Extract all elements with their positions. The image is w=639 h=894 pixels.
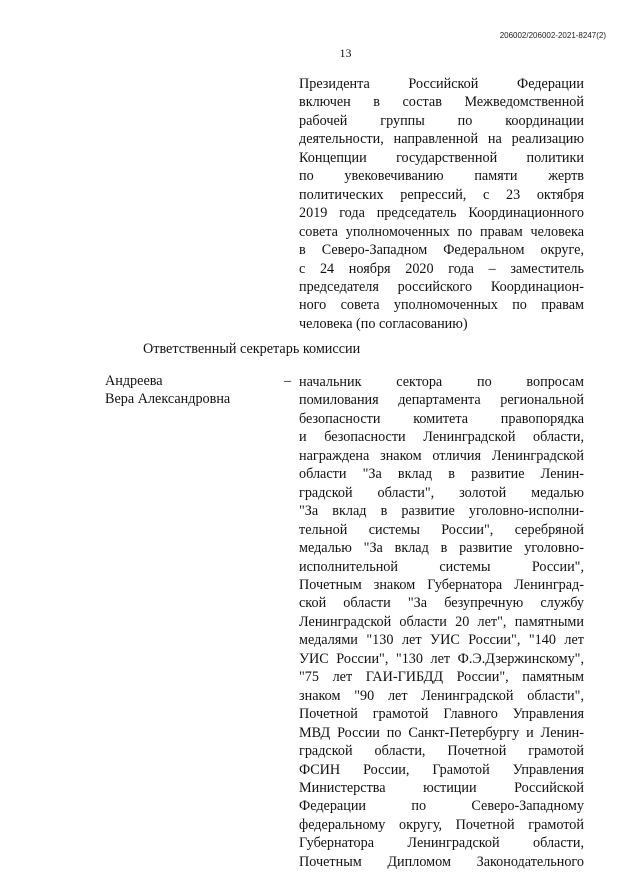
text-line: ской области "За безупречную службу xyxy=(299,595,584,612)
continuation-text xyxy=(299,75,584,333)
text-line: рабочей группы по координации xyxy=(299,112,584,129)
text-line: градской области, Почетной грамотой xyxy=(299,743,584,760)
member-dash: – xyxy=(284,373,292,389)
text-line: Почетным знаком Губернатора Ленинград- xyxy=(299,576,584,593)
text-line: безопасности комитета правопорядка xyxy=(299,410,584,427)
member-description xyxy=(299,373,584,871)
text-line: совета уполномоченных по правам человека xyxy=(299,223,584,240)
text-line: исполнительной системы России", xyxy=(299,558,584,575)
text-line: деятельности, направленной на реализацию xyxy=(299,131,584,148)
text-line: помилования департамента региональной xyxy=(299,392,584,409)
text-line: Губернатора Ленинградской области, xyxy=(299,835,584,852)
text-line: человека (по согласованию) xyxy=(299,315,468,332)
text-line: политических репрессий, с 23 октября xyxy=(299,186,584,203)
text-line: УИС России", "130 лет Ф.Э.Дзержинскому", xyxy=(299,650,584,667)
text-line: с 24 ноября 2020 года – заместитель xyxy=(299,260,584,277)
member-given-names: Вера Александровна xyxy=(105,391,231,407)
text-line: 2019 года председатель Координационного xyxy=(299,205,584,222)
text-line: медалями "130 лет УИС России", "140 лет xyxy=(299,632,584,649)
text-line: Ленинградской области 20 лет", памятными xyxy=(299,613,584,630)
text-line: награждена знаком отличия Ленинградской xyxy=(299,447,584,464)
text-line: медалью "За вклад в развитие уголовно- xyxy=(299,540,584,557)
text-line: Президента Российской Федерации xyxy=(299,76,584,92)
text-line: "75 лет ГАИ-ГИБДД России", памятным xyxy=(299,669,584,686)
text-line: области "За вклад в развитие Ленин- xyxy=(299,466,584,483)
text-line: градской области", золотой медалью xyxy=(299,484,584,501)
text-line: знаком "90 лет Ленинградской области", xyxy=(299,687,584,704)
text-line: Почетной грамотой Главного Управления xyxy=(299,706,584,723)
text-line: ФСИН России, Грамотой Управления xyxy=(299,761,584,778)
text-line: в Северо-Западном Федеральном округе, xyxy=(299,242,584,259)
text-line: начальник сектора по вопросам xyxy=(299,374,584,390)
text-line: Концепции государственной политики xyxy=(299,149,584,166)
text-line: тельной системы России", серебряной xyxy=(299,521,584,538)
text-line: ного совета уполномоченных по правам xyxy=(299,297,584,314)
text-line: Министерства юстиции Российской xyxy=(299,779,584,796)
page-number: 13 xyxy=(339,46,352,60)
text-line: по увековечиванию памяти жертв xyxy=(299,168,584,185)
text-line: МВД России по Санкт-Петербургу и Ленин- xyxy=(299,724,584,741)
member-surname: Андреева xyxy=(105,373,163,389)
text-line: "За вклад в развитие уголовно-исполни- xyxy=(299,503,584,520)
text-line: федеральному округу, Почетной грамотой xyxy=(299,816,584,833)
text-line: Почетным Дипломом Законодательного xyxy=(299,853,584,870)
text-line: включен в состав Межведомственной xyxy=(299,94,584,111)
text-line: председателя российского Координацион- xyxy=(299,278,584,295)
text-line: Федерации по Северо-Западному xyxy=(299,798,584,815)
text-line: и безопасности Ленинградской области, xyxy=(299,429,584,446)
document-id: 206002/206002-2021-8247(2) xyxy=(499,31,606,40)
section-heading: Ответственный секретарь комиссии xyxy=(143,341,361,357)
